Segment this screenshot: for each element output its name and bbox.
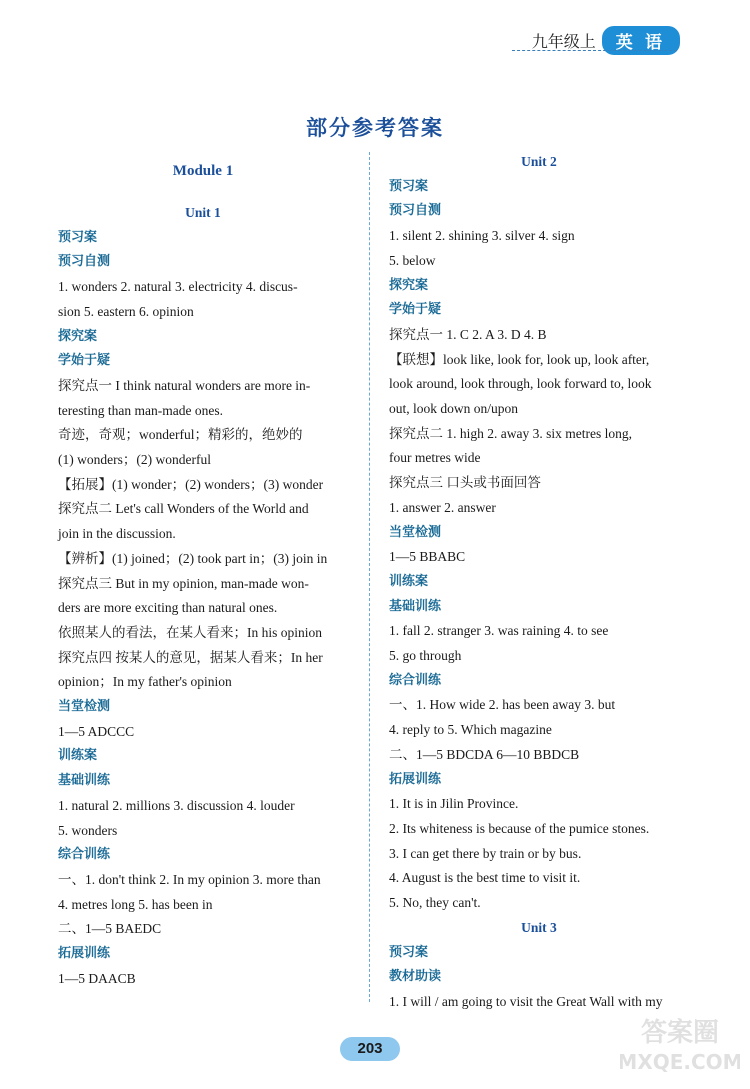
answer-line: 【联想】look like, look for, look up, look after, bbox=[389, 351, 650, 367]
answer-line: 1. I will / am going to visit the Great Wall with my bbox=[389, 993, 663, 1009]
watermark-logo bbox=[620, 1009, 740, 1079]
answer-line: 探究点三 But in my opinion, man-made won- bbox=[58, 575, 309, 591]
section-heading: 预习自测 bbox=[389, 203, 442, 219]
answer-line: 1. It is in Jilin Province. bbox=[389, 796, 519, 812]
right-column bbox=[389, 150, 689, 1015]
watermark-icon bbox=[620, 1009, 740, 1079]
answer-line: 二、1—5 BDCDA 6—10 BBDCB bbox=[389, 746, 580, 762]
answer-line: out, look down on/upon bbox=[389, 401, 519, 417]
answer-line: 1. silent 2. shining 3. silver 4. sign bbox=[389, 228, 575, 244]
svg-text:答案圈: 答案圈 bbox=[640, 1018, 720, 1048]
answer-line: 探究点二 1. high 2. away 3. six metres long, bbox=[389, 425, 632, 441]
answer-line: join in the discussion. bbox=[58, 526, 176, 542]
answer-line: 5. below bbox=[389, 252, 436, 268]
answer-line: 【拓展】(1) wonder；(2) wonders；(3) wonder bbox=[58, 476, 324, 492]
answer-line: 一、1. don't think 2. In my opinion 3. more than bbox=[58, 871, 321, 887]
answer-line: 一、1. How wide 2. has been away 3. but bbox=[389, 697, 616, 713]
answer-line: 4. August is the best time to visit it. bbox=[389, 870, 581, 886]
header-rule bbox=[512, 50, 677, 51]
section-heading: 预习案 bbox=[389, 178, 429, 194]
answer-line: 【辨析】(1) joined；(2) took part in；(3) join in bbox=[58, 550, 328, 566]
section-heading: 预习自测 bbox=[58, 254, 111, 270]
left-answer-list bbox=[58, 201, 348, 992]
section-heading: 综合训练 bbox=[58, 847, 111, 863]
answer-line: 1. wonders 2. natural 3. electricity 4. discus- bbox=[58, 279, 298, 295]
grade-label: 九年级上 bbox=[531, 34, 596, 51]
answer-line: 4. reply to 5. Which magazine bbox=[389, 722, 552, 738]
answer-line: 1—5 DAACB bbox=[58, 970, 136, 986]
section-heading: 学始于疑 bbox=[389, 302, 442, 318]
svg-text:MXQE.COM: MXQE.COM bbox=[620, 1050, 740, 1074]
answer-line: 探究点二 Let's call Wonders of the World and bbox=[58, 501, 309, 517]
section-heading: 探究案 bbox=[58, 328, 98, 344]
column-divider bbox=[369, 152, 370, 1002]
unit-heading: Unit 3 bbox=[521, 919, 557, 935]
answer-line: 奇迹，奇观；wonderful；精彩的，绝妙的 bbox=[58, 427, 303, 443]
answer-line: 探究点一 I think natural wonders are more in- bbox=[58, 377, 311, 393]
answer-line: 1—5 BBABC bbox=[389, 549, 466, 565]
section-heading: 教材助读 bbox=[389, 969, 442, 985]
section-heading: 预习案 bbox=[389, 944, 429, 960]
section-heading: 拓展训练 bbox=[58, 946, 111, 962]
section-heading: 拓展训练 bbox=[389, 771, 442, 787]
section-heading: 探究案 bbox=[389, 277, 429, 293]
section-heading: 基础训练 bbox=[389, 598, 442, 614]
unit-heading: Unit 2 bbox=[521, 154, 557, 169]
module-heading: Module 1 bbox=[172, 163, 234, 179]
answer-line: opinion；In my father's opinion bbox=[58, 674, 232, 690]
answer-line: 二、1—5 BAEDC bbox=[58, 921, 162, 937]
answer-line: (1) wonders；(2) wonderful bbox=[58, 452, 211, 468]
left-column bbox=[58, 158, 348, 992]
section-heading: 综合训练 bbox=[389, 672, 442, 688]
answer-line: 1—5 ADCCC bbox=[58, 723, 135, 739]
right-answer-list bbox=[389, 150, 689, 1015]
section-heading: 当堂检测 bbox=[389, 524, 442, 540]
section-heading: 训练案 bbox=[389, 573, 429, 589]
subject-badge: 英 语 bbox=[602, 26, 680, 55]
answer-line: 探究点三 口头或书面回答 bbox=[389, 475, 541, 491]
section-heading: 基础训练 bbox=[58, 773, 111, 789]
section-heading: 当堂检测 bbox=[58, 699, 111, 715]
answer-line: 4. metres long 5. has been in bbox=[58, 896, 213, 912]
unit-heading: Unit 1 bbox=[185, 205, 221, 220]
answer-line: 依照某人的看法，在某人看来；In his opinion bbox=[58, 624, 323, 640]
answer-line: teresting than man-made ones. bbox=[58, 402, 223, 418]
answer-line: 5. wonders bbox=[58, 822, 118, 838]
answer-line: 5. No, they can't. bbox=[389, 895, 481, 911]
answer-line: 1. answer 2. answer bbox=[389, 499, 496, 515]
section-heading: 预习案 bbox=[58, 229, 98, 245]
answer-line: four metres wide bbox=[389, 450, 481, 466]
answer-line: 1. natural 2. millions 3. discussion 4. louder bbox=[58, 797, 295, 813]
answer-line: look around, look through, look forward to, look bbox=[389, 376, 652, 392]
answer-line: 3. I can get there by train or by bus. bbox=[389, 845, 582, 861]
answer-line: 探究点一 1. C 2. A 3. D 4. B bbox=[389, 326, 547, 342]
section-heading: 学始于疑 bbox=[58, 353, 111, 369]
answer-line: 探究点四 按某人的意见，据某人看来；In her bbox=[58, 649, 323, 665]
answer-line: sion 5. eastern 6. opinion bbox=[58, 303, 194, 319]
answer-line: ders are more exciting than natural ones. bbox=[58, 600, 278, 616]
page-number: 203 bbox=[340, 1037, 400, 1061]
answer-line: 5. go through bbox=[389, 648, 462, 664]
answer-line: 2. Its whiteness is because of the pumice stones. bbox=[389, 820, 650, 836]
page-title: 部分参考答案 bbox=[306, 116, 444, 140]
section-heading: 训练案 bbox=[58, 748, 98, 764]
answer-line: 1. fall 2. stranger 3. was raining 4. to see bbox=[389, 623, 609, 639]
